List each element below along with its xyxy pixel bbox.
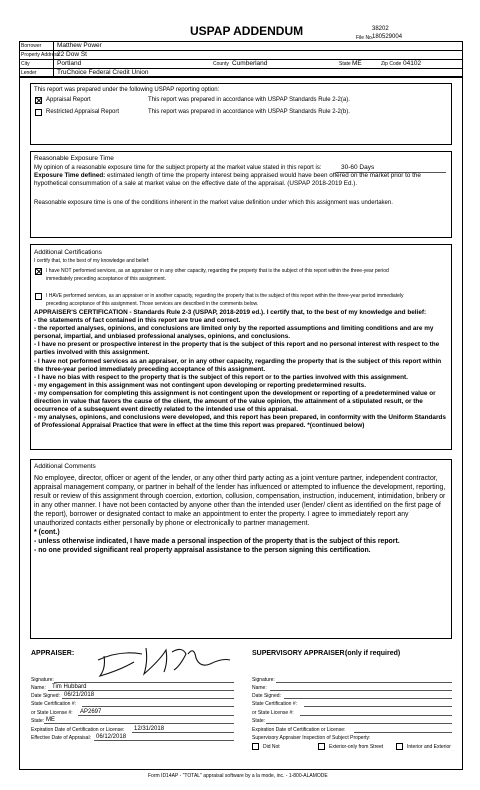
- appraiser-expiration: 12/31/2018: [134, 726, 165, 732]
- appraiser-license-label: or State License #:: [31, 710, 73, 716]
- exposure-value: 30-60 Days: [341, 164, 375, 171]
- appraiser-name-label: Name:: [31, 685, 46, 691]
- supervisory-expiration-label: Expiration Date of Certification or License:: [252, 727, 346, 733]
- restricted-report-desc: This report was prepared in accordance with USPAP Standards Rule 2-2(b).: [148, 109, 350, 115]
- appraisal-report-desc: This report was prepared in accordance with USPAP Standards Rule 2-2(a).: [148, 97, 350, 103]
- certifications-intro: I certify that, to the best of my knowledge and belief:: [34, 258, 150, 264]
- appraiser-cert-label: State Certification #:: [31, 701, 77, 707]
- inspection-interior-exterior-checkbox[interactable]: [396, 743, 403, 750]
- cert-line: - the reported analyses, opinions, and conclusions are limited only by the reported assumptions and limiting conditions and are my personal, impartial, and unbiased professional analyses, opinions, and conclusions.: [34, 325, 434, 341]
- restricted-report-checkbox[interactable]: [35, 109, 42, 116]
- appraiser-license: AP2697: [80, 709, 102, 715]
- supervisory-date-signed-label: Date Signed:: [252, 693, 281, 699]
- supervisory-inspection-label: Supervisory Appraiser Inspection of Subject Property:: [252, 735, 371, 741]
- reporting-intro: This report was prepared under the following USPAP reporting option:: [34, 87, 220, 93]
- property-address-label: Property Address: [21, 52, 60, 58]
- supervisory-heading-note: (only if required): [345, 650, 401, 657]
- exposure-opinion: My opinion of a reasonable exposure time for the subject property at the market value stated in this report is:: [34, 165, 322, 171]
- cert-line: - I have not performed services as an appraiser, or in any other capacity, regarding the property that is the subject of this report within the three-year period immediately preceding acceptance of this assignment.: [34, 357, 442, 373]
- exposure-definition-label: Exposure Time defined:: [34, 172, 106, 179]
- comments-heading: Additional Comments: [34, 463, 96, 470]
- appraiser-signature-label: Signature:: [31, 677, 54, 683]
- certifications-heading: Additional Certifications: [34, 249, 102, 256]
- cert-line: APPRAISER'S CERTIFICATION - Standards Rule 2-3 (USPAP, 2018-2019 ed.). I certify that, to the best of my knowledge and belief:: [34, 309, 427, 316]
- supervisory-state-label: State:: [252, 718, 266, 724]
- inspection-exterior-checkbox[interactable]: [318, 743, 325, 750]
- performed-services-checkbox[interactable]: [35, 293, 42, 300]
- cert-line: - my analyses, opinions, and conclusions were developed, and this report has been prepared, in conformity with the Uniform Standards of Professional Appraisal Practice that were in effect at the time this report was prepared. *(continued below): [34, 414, 446, 430]
- cert-line: - my engagement in this assignment was not contingent upon developing or reporting predetermined results.: [34, 381, 366, 389]
- appraiser-date-signed-label: Date Signed:: [31, 693, 60, 699]
- supervisory-license-label: or State License #:: [252, 710, 294, 716]
- file-number: 180529004: [372, 34, 403, 40]
- appraiser-name: Tim Hubbard: [52, 684, 87, 690]
- appraiser-state: ME: [46, 717, 55, 723]
- cert-line: - my compensation for completing this assignment is not contingent upon the development or reporting of a predetermined value or direction in value that favors the cause of the client, the amount of the value opinion, the attainment of a stipulated result, or the occurrence of a subsequent event directly related to the intended use of this appraisal.: [34, 389, 436, 414]
- inspection-exterior-label: Exterior-only from Street: [329, 744, 384, 750]
- appraiser-signature-image: [90, 640, 240, 680]
- appraiser-certification-body: [34, 309, 448, 430]
- borrower-label: Borrower: [21, 43, 42, 49]
- appraisal-report-label: Appraisal Report: [46, 97, 91, 103]
- file-number-top: 38202: [372, 26, 389, 32]
- exposure-definition-text: estimated length of time the property interest being appraised would have been offered on the market prior to the hypothetical consummation of a sale at market value on the effective date of the appraisal. (USPAP 2018-2019 Ed.).: [34, 172, 421, 187]
- county-value: Cumberland: [232, 60, 268, 67]
- inspection-interior-exterior-label: Interior and Exterior: [407, 744, 451, 750]
- borrower-value: Matthew Power: [57, 42, 102, 49]
- supervisory-name-label: Name:: [252, 685, 267, 691]
- form-footer: Form ID14AP - "TOTAL" appraisal software by a la mode, inc. - 1-800-ALAMODE: [148, 773, 328, 779]
- lender-label: Lender: [21, 70, 37, 76]
- county-label: County: [213, 61, 229, 67]
- comments-bold-line: - unless otherwise indicated, I have made a personal inspection of the property that is the subject of this report.: [34, 538, 400, 545]
- state-value: ME: [352, 60, 362, 67]
- appraiser-effective-date: 06/12/2018: [96, 734, 127, 740]
- comments-body: [34, 474, 450, 555]
- exposure-note: Reasonable exposure time is one of the conditions inherent in the market value definition under which this assignment was undertaken.: [34, 200, 393, 206]
- city-value: Portland: [57, 60, 82, 67]
- zip-value: 04102: [403, 60, 422, 67]
- not-performed-services-checkbox[interactable]: [35, 268, 42, 275]
- lender-value: TruChoice Federal Credit Union: [57, 69, 149, 76]
- supervisory-heading: SUPERVISORY APPRAISER:: [252, 650, 347, 657]
- exposure-definition: [34, 172, 446, 188]
- city-label: City: [21, 61, 30, 67]
- appraiser-date-signed: 06/21/2018: [64, 692, 95, 698]
- appraiser-state-label: State:: [31, 718, 45, 724]
- supervisory-cert-label: State Certification #:: [252, 701, 298, 707]
- supervisory-signature-label: Signature:: [252, 677, 275, 683]
- cert-line: - the statements of fact contained in this report are true and correct.: [34, 317, 241, 325]
- page-title: USPAP ADDENDUM: [190, 24, 304, 38]
- not-performed-services-text: I have NOT performed services, as an appraiser or in any other capacity, regarding the property that is the subject of this report within the three-year period immediately preceding acceptance of this assignment.: [46, 268, 389, 282]
- state-label: State: [339, 61, 351, 67]
- comments-paragraph: No employee, director, officer or agent of the lender, or any other third party acting as a joint venture partner, independent contractor, appraisal management company, or partner in behalf of the lender has influenced or attempted to influence the development, reporting, result or review of this assignment through coercion, extortion, collusion, compensation, instruction, inducement, intimidation, bribery or in any other manner. I have not been contacted by anyone other than the intended user (lender/ client as identified on the first page of the report), borrower or designated contact to make an appointment to enter the property. I agree to immediately report any unauthorized contacts either personally by phone or electronically to partner management.: [34, 475, 446, 527]
- exposure-heading: Reasonable Exposure Time: [34, 155, 114, 162]
- restricted-report-label: Restricted Appraisal Report: [46, 109, 120, 115]
- comments-bold-line: - no one provided significant real property appraisal assistance to the person signing this certification.: [34, 547, 371, 554]
- comments-bold-line: * (cont.): [34, 529, 60, 536]
- zip-label: Zip Code: [381, 61, 402, 67]
- appraiser-heading: APPRAISER:: [31, 650, 75, 657]
- file-number-label: File No.: [356, 35, 374, 41]
- property-address-value: 22 Dow St: [57, 51, 87, 58]
- inspection-did-not-checkbox[interactable]: [252, 743, 259, 750]
- appraisal-report-checkbox[interactable]: [35, 97, 42, 104]
- appraiser-effective-label: Effective Date of Appraisal:: [31, 735, 91, 741]
- appraiser-expiration-label: Expiration Date of Certification or License:: [31, 727, 125, 733]
- cert-line: - I have no present or prospective interest in the property that is the subject of this report and no personal interest with respect to the parties involved with this assignment.: [34, 341, 440, 357]
- cert-line: - I have no bias with respect to the property that is the subject of this report or to the parties involved with this assignment.: [34, 373, 408, 381]
- inspection-did-not-label: Did Not: [263, 744, 280, 750]
- performed-services-text: I HAVE performed services, as an appraiser or in another capacity, regarding the property that is the subject of this report within the three-year period immediately preceding acceptance of this assignment. Those services are described in the comments below.: [46, 293, 404, 307]
